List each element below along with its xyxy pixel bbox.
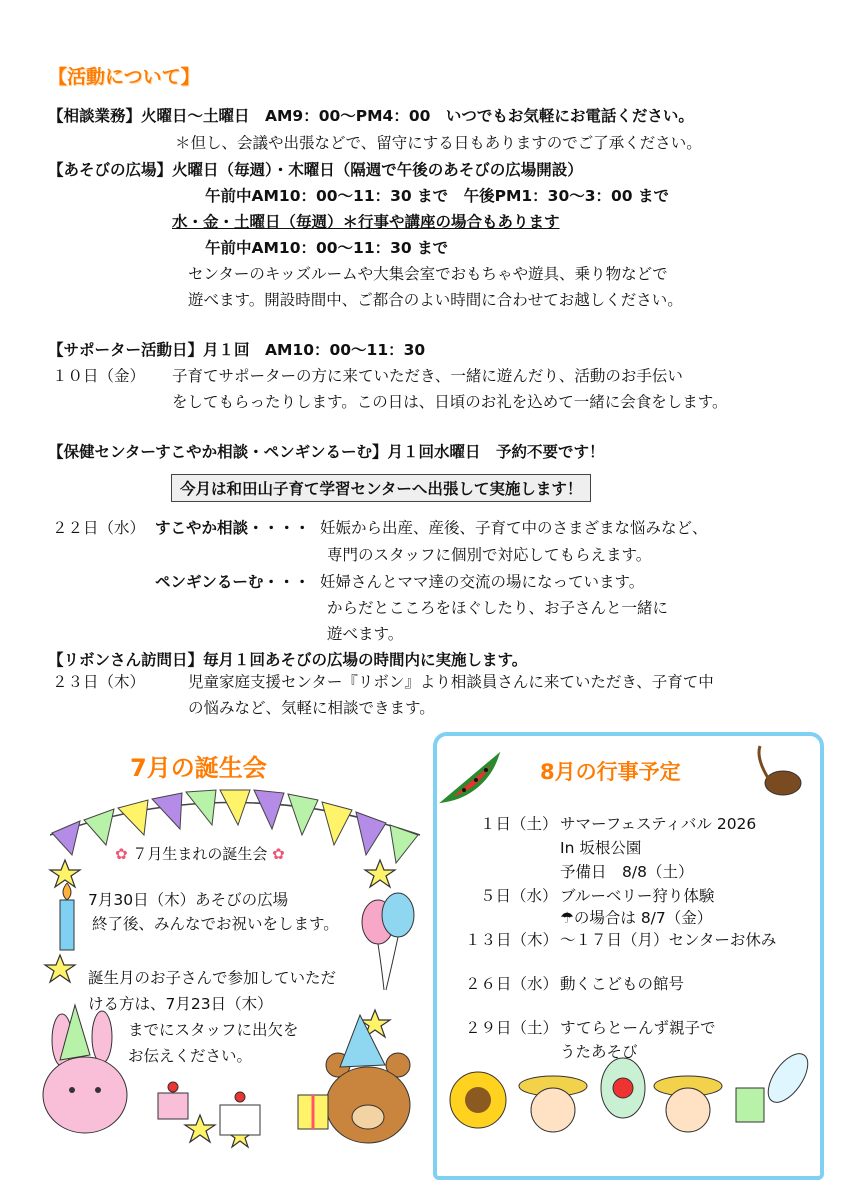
consult-note: ＊但し、会議や出張などで、留守にする日もありますのでご了承ください。 xyxy=(175,134,702,152)
birthday-line1: 7月30日（木）あそびの広場 xyxy=(88,891,289,909)
event-date: ５日（水） xyxy=(480,887,558,905)
flag-icon xyxy=(220,790,250,825)
event-sub: うたあそび xyxy=(560,1043,638,1061)
playground-desc1: センターのキッズルームや大集会室でおもちゃや遊具、乗り物などで xyxy=(188,265,668,283)
balloon-icon xyxy=(362,893,414,990)
birthday-line4: ける方は、7月23日（木） xyxy=(88,995,273,1013)
star-icon xyxy=(185,1115,215,1142)
event-date: １日（土） xyxy=(480,815,558,833)
health-item2-desc2: からだとこころをほぐしたり、お子さんと一緒に xyxy=(327,599,669,617)
insect-net-icon xyxy=(736,1047,813,1122)
event-text: ～１７日（月）センターお休み xyxy=(560,931,777,949)
supporter-line: 【サポーター活動日】月１回 AM10：00～11：30 xyxy=(48,341,426,359)
section-heading: 【活動について】 xyxy=(48,66,200,88)
health-date: ２２日（水） xyxy=(52,519,146,537)
event-text: サマーフェスティバル 2026 xyxy=(560,815,757,833)
flag-icon xyxy=(152,793,182,829)
health-notice: 今月は和田山子育て学習センターへ出張して実施します！ xyxy=(171,474,591,502)
ribbon-desc2: の悩みなど、気軽に相談できます。 xyxy=(188,699,435,717)
flag-icon xyxy=(288,794,318,835)
birthday-line3: 誕生月のお子さんで参加していただ xyxy=(88,969,337,987)
supporter-desc2: をしてもらったりします。この日は、日頃のお礼を込めて一緒に会食をします。 xyxy=(172,393,728,411)
august-decoration xyxy=(438,738,813,1168)
birthday-line5: までにスタッフに出欠を xyxy=(128,1021,299,1039)
health-item2-desc1: 妊婦さんとママ達の交流の場になっています。 xyxy=(320,573,645,591)
star-icon xyxy=(365,860,395,887)
event-text: ブルーベリー狩り体験 xyxy=(560,887,715,905)
child-icon xyxy=(654,1076,722,1132)
health-line: 【保健センターすこやか相談・ペンギンるーむ】月１回水曜日 予約不要です！ xyxy=(48,443,605,461)
sunflower-icon xyxy=(450,1072,506,1128)
flag-icon xyxy=(118,800,148,835)
ribbon-line: 【リボンさん訪問日】毎月１回あそびの広場の時間内に実施します。 xyxy=(48,651,528,669)
playground-desc2: 遊べます。開設時間中、ご都合のよい時間に合わせてお越しください。 xyxy=(188,291,683,309)
event-sub: 予備日 8/8（土） xyxy=(560,863,694,881)
flag-icon xyxy=(52,821,80,855)
star-icon xyxy=(45,955,75,982)
flag-icon xyxy=(356,812,386,855)
birthday-title: 7月の誕生会 xyxy=(130,754,267,782)
birthday-subtitle: ✿ ７月生まれの誕生会 ✿ xyxy=(115,845,285,863)
flag-icon xyxy=(84,809,114,845)
consult-line: 【相談業務】火曜日～土曜日 AM9：00～PM4：00 いつでもお気軽にお電話ください。 xyxy=(48,107,694,125)
event-sub: In 坂根公園 xyxy=(560,839,642,857)
star-icon xyxy=(50,860,80,887)
playground-line1: 【あそびの広場】火曜日（毎週）・木曜日（隔週で午後のあそびの広場開設） xyxy=(48,161,583,179)
birthday-line6: お伝えください。 xyxy=(128,1047,253,1065)
health-item2-desc3: 遊べます。 xyxy=(327,625,404,643)
event-text: 動くこどもの館号 xyxy=(560,975,685,993)
morning-glory-fan-icon xyxy=(601,1058,645,1118)
ribbon-date: ２３日（木） xyxy=(52,673,146,691)
flag-icon xyxy=(186,790,216,825)
august-title: 8月の行事予定 xyxy=(540,760,681,784)
flag-icon xyxy=(390,825,418,863)
health-item2-label: ペンギンるーむ・・・ xyxy=(155,573,310,591)
health-item1-desc2: 専門のスタッフに個別で対応してもらえます。 xyxy=(327,546,652,564)
event-date: ２９日（土） xyxy=(465,1019,559,1037)
watermelon-icon xyxy=(446,758,496,800)
flag-icon xyxy=(254,790,284,829)
gift-icon xyxy=(298,1095,328,1129)
event-date: ２６日（水） xyxy=(465,975,559,993)
event-text: すてらとーんず親子で xyxy=(560,1019,716,1037)
event-date: １３日（木） xyxy=(465,931,559,949)
cake-icon xyxy=(220,1092,260,1135)
birthday-line2: 終了後、みんなでお祝いをします。 xyxy=(92,915,339,933)
bear-icon xyxy=(326,1015,410,1143)
child-icon xyxy=(519,1076,587,1132)
supporter-desc1: 子育てサポーターの方に来ていただき、一緒に遊んだり、活動のお手伝い xyxy=(172,367,683,385)
ribbon-desc1: 児童家庭支援センター『リボン』より相談員さんに来ていただき、子育て中 xyxy=(188,673,714,691)
cake-icon xyxy=(158,1082,188,1119)
bunny-icon xyxy=(43,1005,127,1133)
flower-icon: ✿ xyxy=(267,845,285,863)
flag-icon xyxy=(322,802,352,845)
playground-time2: 午前中AM10：00～11：30 まで xyxy=(205,239,449,257)
flower-icon: ✿ xyxy=(115,845,133,863)
supporter-date: １０日（金） xyxy=(52,367,146,385)
health-item1-label: すこやか相談・・・・ xyxy=(155,519,311,537)
event-sub: ☂の場合は 8/7（金） xyxy=(560,909,713,927)
beetle-icon xyxy=(759,746,801,795)
candle-icon xyxy=(60,883,74,950)
health-item1-desc1: 妊娠から出産、産後、子育て中のさまざまな悩みなど、 xyxy=(320,519,708,537)
playground-line2: 水・金・土曜日（毎週）＊行事や講座の場合もあります xyxy=(172,213,560,231)
playground-time1: 午前中AM10：00～11：30 まで 午後PM1：30～3：00 まで xyxy=(205,187,669,205)
